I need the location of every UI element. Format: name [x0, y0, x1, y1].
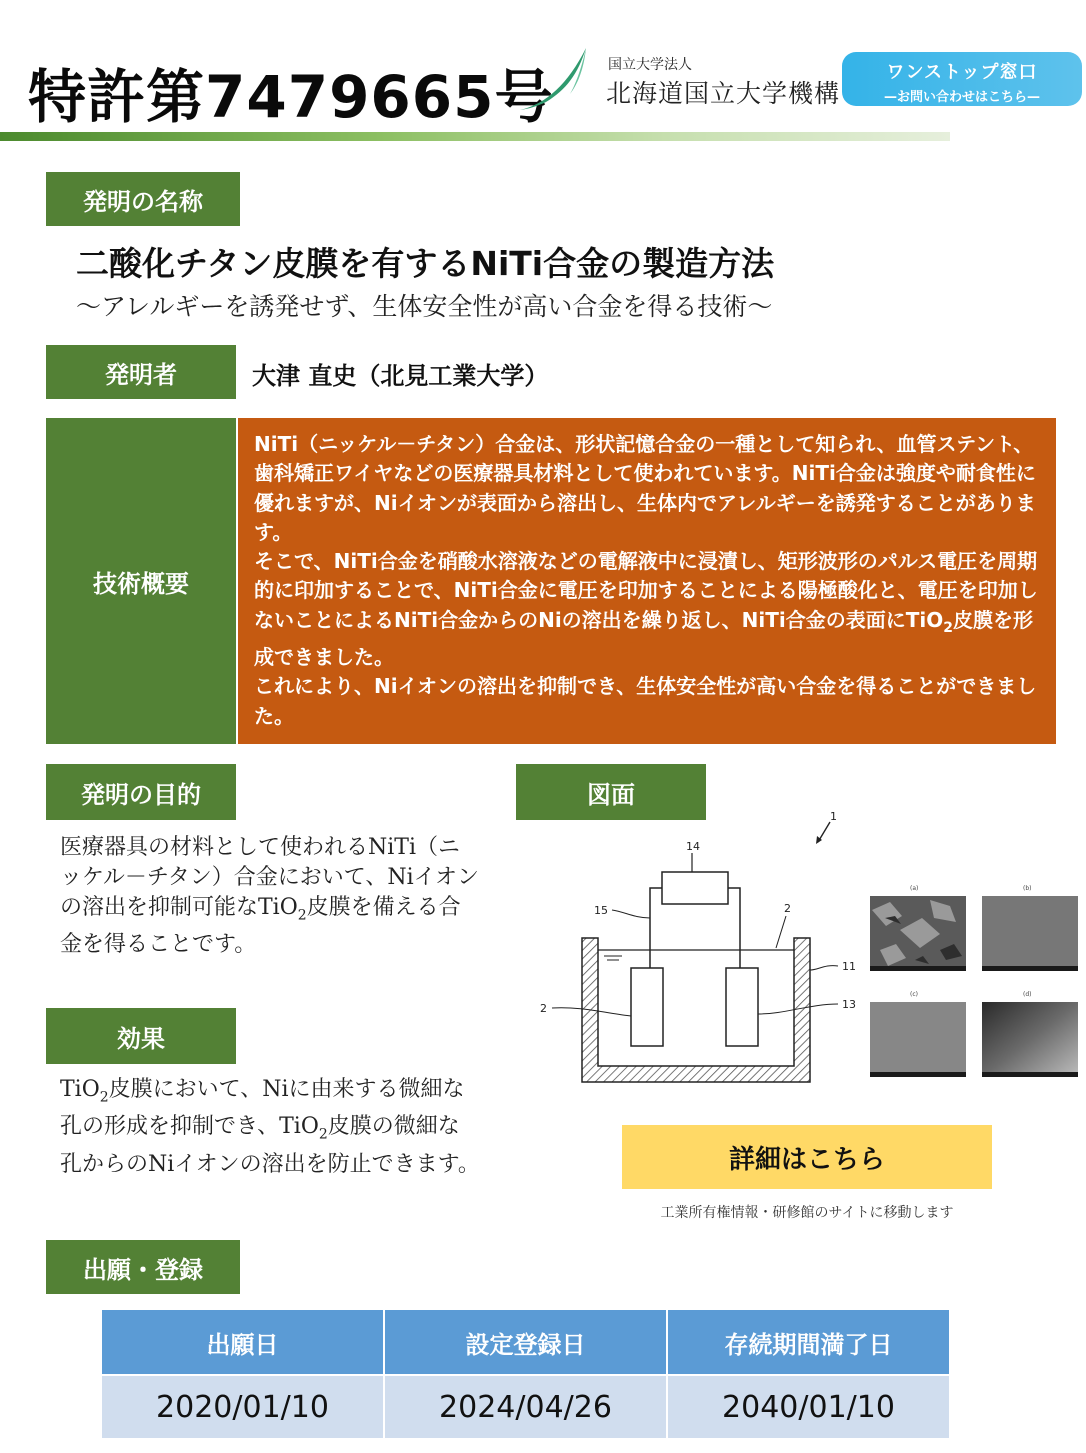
summary-paragraph-2 [254, 547, 1048, 672]
registration-value-row [101, 1375, 950, 1439]
header-application-date: 出願日 [101, 1309, 384, 1375]
effect-text-part: 皮膜において、Niに由来する微細な孔の形成を抑制でき、TiO [60, 1077, 465, 1140]
header-registration-date: 設定登録日 [384, 1309, 667, 1375]
details-button[interactable]: 詳細はこちら [622, 1125, 992, 1189]
leader-line [612, 910, 650, 918]
header-expiration-date: 存続期間満了日 [667, 1309, 950, 1375]
ref-label-2-left: 2 [540, 1002, 547, 1015]
effect-text-part: 皮膜の微細な孔からのNiイオンの溶出を防止できます。 [60, 1114, 480, 1177]
ref-label-13: 13 [842, 998, 856, 1011]
power-supply [662, 872, 728, 904]
electrode-left [631, 968, 663, 1046]
subscript: 2 [297, 907, 307, 924]
electrode-right [726, 968, 758, 1046]
summary-paragraph-1: NiTi（ニッケル－チタン）合金は、形状記憶合金の一種として知られ、血管ステント、歯科矯正ワイヤなどの医療器具材料として使われています。NiTi合金は強度や耐食性に優れますが、Niイオンが表面から溶出し、生体内でアレルギーを誘発することがあります。 [254, 432, 1036, 544]
wire-right [728, 888, 740, 968]
subscript: 2 [318, 1126, 328, 1143]
ref-label-14: 14 [686, 840, 700, 853]
sem-image-c [870, 1002, 966, 1077]
purpose-text-part: 皮膜を備える合金を得ることです。 [60, 895, 461, 958]
subscript: 2 [99, 1089, 109, 1106]
leader-line [810, 966, 838, 970]
contact-button[interactable] [842, 52, 1082, 106]
summary-text: 皮膜を形成できました。 [254, 607, 1034, 670]
subscript: 2 [943, 619, 954, 636]
inventor-label: 発明者 [46, 345, 236, 399]
summary-paragraph-3: これにより、Niイオンの溶出を抑制でき、生体安全性が高い合金を得ることができました。 [254, 674, 1037, 728]
ref-label-15: 15 [594, 904, 608, 917]
org-name: 北海道国立大学機構 [606, 79, 841, 108]
university-logo [516, 44, 604, 112]
panel-label-c: (c) [910, 991, 918, 998]
leader-line [776, 916, 786, 948]
patent-number: 特許第7479665号 [28, 63, 554, 131]
invention-title: 二酸化チタン皮膜を有するNiTi合金の製造方法 [76, 244, 775, 283]
purpose-label: 発明の目的 [46, 764, 236, 820]
purpose-text [60, 833, 480, 960]
registration-table [100, 1308, 951, 1440]
effect-label: 効果 [46, 1008, 236, 1064]
details-note: 工業所有権情報・研修館のサイトに移動します [660, 1205, 954, 1221]
application-date: 2020/01/10 [101, 1375, 384, 1439]
drawing-label: 図面 [516, 764, 706, 820]
sem-image-d [982, 1002, 1078, 1077]
registration-label: 出願・登録 [46, 1240, 240, 1294]
summary-box [238, 418, 1056, 744]
effect-text [60, 1075, 480, 1180]
invention-name-label: 発明の名称 [46, 172, 240, 226]
invention-subtitle: ～アレルギーを誘発せず、生体安全性が高い合金を得る技術～ [76, 292, 773, 321]
ref-label-2-top: 2 [784, 902, 791, 915]
sem-image-a [870, 896, 966, 971]
ref-label-11: 11 [842, 960, 856, 973]
expiration-date: 2040/01/10 [667, 1375, 950, 1439]
panel-label-a: (a) [910, 885, 919, 892]
registration-header-row [101, 1309, 950, 1375]
contact-button-subtitle: —お問い合わせはこちら— [883, 90, 1040, 105]
ref-label-1: 1 [830, 810, 837, 823]
contact-button-title: ワンストップ窓口 [886, 62, 1038, 83]
wire-left [650, 888, 662, 968]
summary-label: 技術概要 [46, 418, 236, 744]
sem-image-b [982, 896, 1078, 971]
panel-label-d: (d) [1023, 991, 1032, 998]
panel-label-b: (b) [1023, 885, 1032, 892]
org-subtitle: 国立大学法人 [608, 57, 692, 73]
inventor-name: 大津 直史（北見工業大学） [252, 362, 549, 390]
summary-text: そこで、NiTi合金を硝酸水溶液などの電解液中に浸漬し、矩形波形のパルス電圧を周期的に印加することで、NiTi合金に電圧を印加することによる陽極酸化と、電圧を印加しないことによるNiTi合金からのNiの溶出を繰り返し、NiTi合金の表面にTiO [254, 549, 1038, 632]
effect-text-part: TiO [60, 1077, 100, 1102]
registration-date: 2024/04/26 [384, 1375, 667, 1439]
patent-drawing [520, 800, 1080, 1100]
header-divider [0, 132, 950, 141]
purpose-text-part: 医療器具の材料として使われるNiTi（ニッケル－チタン）合金において、Niイオンの溶出を抑制可能なTiO [60, 835, 479, 920]
